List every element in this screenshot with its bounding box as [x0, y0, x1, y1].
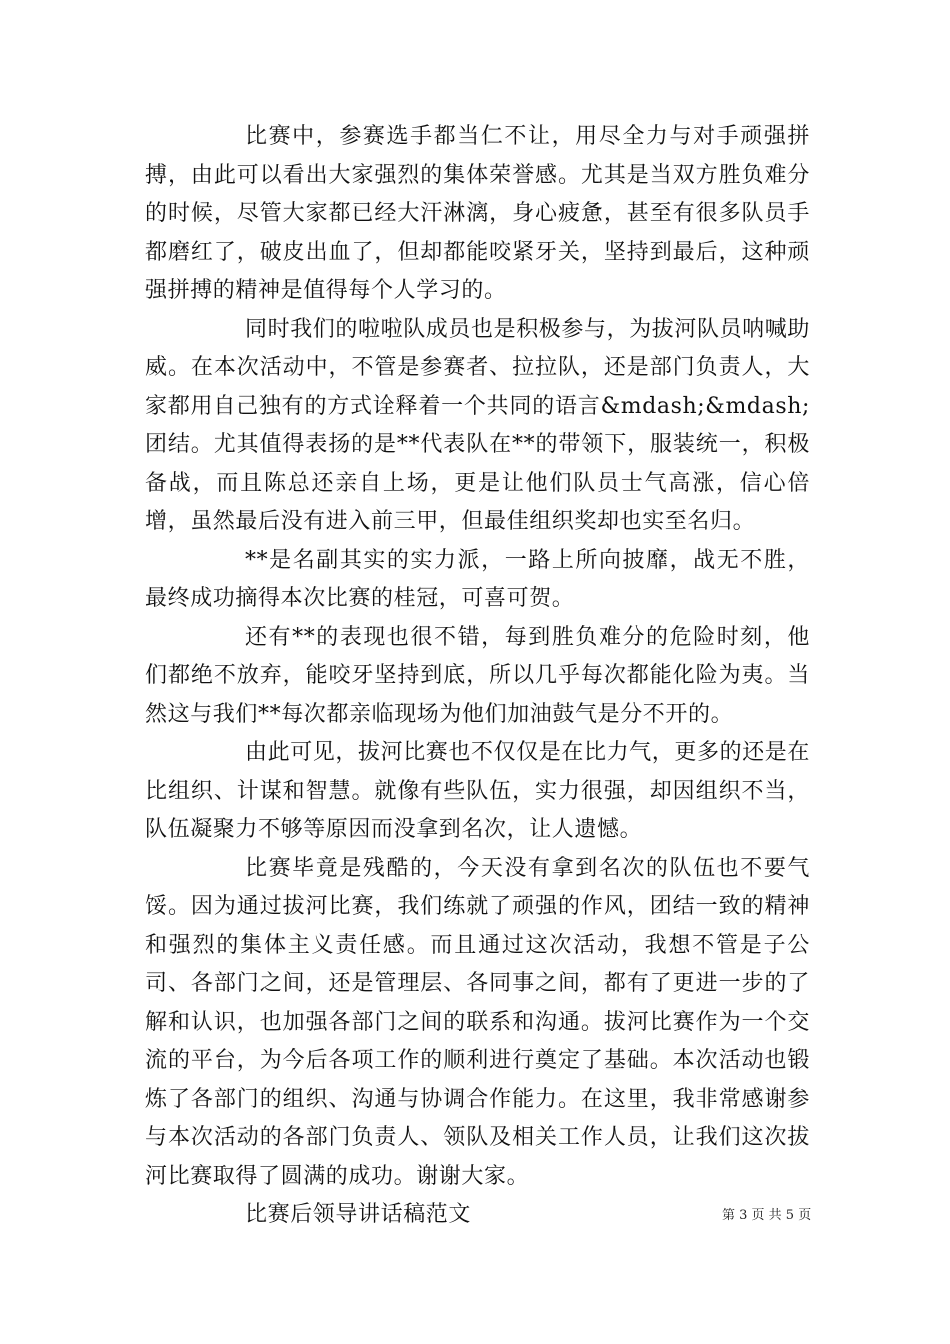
paragraph-6: 比赛毕竟是残酷的，今天没有拿到名次的队伍也不要气馁。因为通过拔河比赛，我们练就了顽强的作风，团结一致的精神和强烈的集体主义责任感。而且通过这次活动，我想不管是子公司、各部门之间，还是管理层、各同事之间，都有了更进一步的了解和认识，也加强各部门之间的联系和沟通。拔河比赛作为一个交流的平台，为今后各项工作的顺利进行奠定了基础。本次活动也锻炼了各部门的组织、沟通与协调合作能力。在这里，我非常感谢参与本次活动的各部门负责人、领队及相关工作人员，让我们这次拔河比赛取得了圆满的成功。谢谢大家。 [145, 855, 810, 1189]
paragraph-5: 由此可见，拔河比赛也不仅仅是在比力气，更多的还是在比组织、计谋和智慧。就像有些队伍，实力很强，却因组织不当，队伍凝聚力不够等原因而没拿到名次，让人遗憾。 [145, 740, 811, 842]
paragraph-2: 同时我们的啦啦队成员也是积极参与，为拔河队员呐喊助威。在本次活动中，不管是参赛者、拉拉队，还是部门负责人，大家都用自己独有的方式诠释着一个共同的语言&mdash;&mdash;团结。尤其值得表扬的是**代表队在**的带领下，服装统一，积极备战，而且陈总还亲自上场，更是让他们队员士气高涨，信心倍增，虽然最后没有进入前三甲，但最佳组织奖却也实至名归。 [145, 316, 811, 534]
page-number-footer: 第 3 页 共 5 页 [722, 1208, 812, 1223]
paragraph-3: **是名副其实的实力派，一路上所向披靡，战无不胜，最终成功摘得本次比赛的桂冠，可喜可贺。 [145, 547, 810, 611]
paragraph-4: 还有**的表现也很不错，每到胜负难分的危险时刻，他们都绝不放弃，能咬牙坚持到底，所以几乎每次都能化险为夷。当然这与我们**每次都亲临现场为他们加油鼓气是分不开的。 [145, 624, 810, 727]
paragraph-1: 比赛中，参赛选手都当仁不让，用尽全力与对手顽强拼搏，由此可以看出大家强烈的集体荣誉感。尤其是当双方胜负难分的时候，尽管大家都已经大汗淋漓，身心疲惫，甚至有很多队员手都磨红了，破皮出血了，但却都能咬紧牙关，坚持到最后，这种顽强拼搏的精神是值得每个人学习的。 [145, 124, 810, 303]
section-title: 比赛后领导讲话稿范文 [245, 1202, 472, 1227]
document-body [145, 118, 810, 1235]
